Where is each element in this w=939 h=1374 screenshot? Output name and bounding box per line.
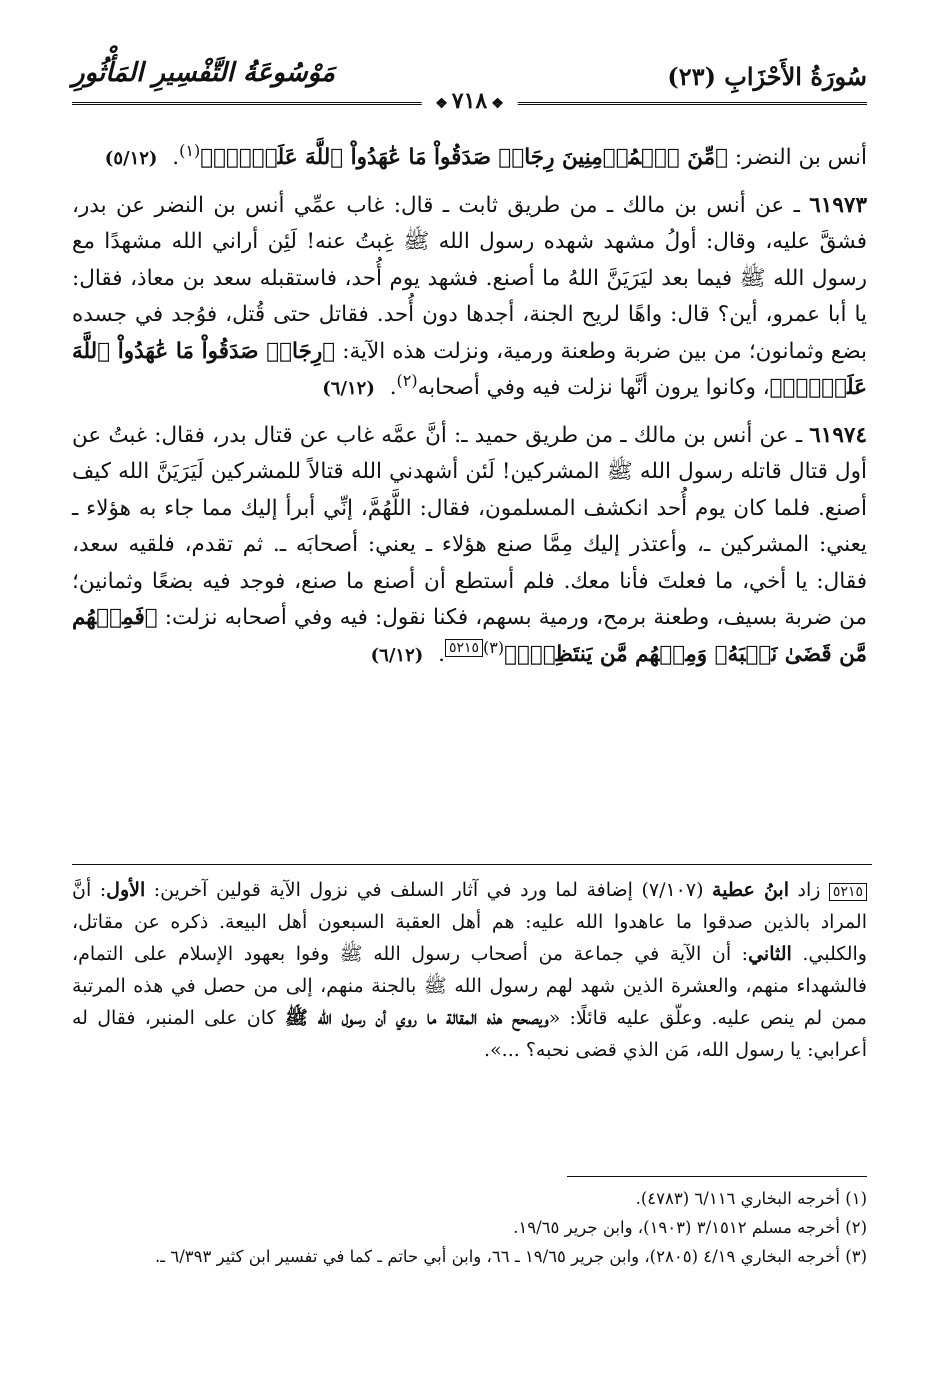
narration-text-2: ، وكانوا يرون أنَّها نزلت فيه وفي أصحابه: [417, 375, 770, 400]
ornament-icon: ❖: [435, 96, 448, 112]
footnote-ref: (٣): [483, 637, 505, 657]
narration-number: ٦١٩٧٣: [809, 192, 867, 218]
surah-title: سُورَةُ الأَحْزَابِ (٢٣): [667, 62, 867, 91]
ayah-quote: ﴿فَمِنۡهُم مَّن قَضَىٰ نَحۡبَهُۥ وَمِنۡهُم مَّن يَنتَظِرُۖ﴾: [72, 605, 867, 667]
bold-quote: ويصحح هذه المقالة ما روي أن رسول الله ﷺ: [284, 1007, 549, 1029]
page-header: [72, 52, 867, 142]
second-opinion-label: الثاني: [748, 943, 792, 965]
page-number-box: [421, 88, 518, 114]
volume-ref: (٦/١٢): [322, 378, 375, 399]
commentary-segment: زاد: [788, 879, 829, 901]
ornament-icon: ❖: [491, 96, 504, 112]
commentary-segment: : أن الآية في جماعة من أصحاب رسول الله ﷺ وفوا بعهود الإسلام على التمام، فالشهداء منهم، والعشرة الذين شهد لهم رسول الله ﷺ بالجنة منهم، إلى من حصل في هذه المرتبة ممن لم ينص عليه. وعلّق عليه قائلًا: «: [72, 943, 867, 1029]
volume-ref: (٦/١٢): [370, 644, 424, 666]
footnotes: [72, 1184, 867, 1271]
footnote-ref: (٢): [396, 370, 418, 390]
commentary-segment: كان على المنبر، فقال له أعرابي: يا رسول الله، مَن الذي قضى نحبه؟ ...».: [72, 1007, 867, 1061]
scholar-name: ابنُ عطية: [712, 879, 789, 901]
volume-ref: (٥/١٢): [104, 148, 158, 169]
narration-61974: ٦١٩٧٤ ـ عن أنس بن مالك ـ من طريق حميد ـ: أنَّ عمَّه غاب عن قتال بدر، فقال: غبتُ عن أول قتال قاتله رسول الله ﷺ المشركين! لَئن أشهدني الله قتالاً للمشركين لَيَرَيَنَّ الله كيف أصنع. فلما كان يوم أُحد انكشف المسلمون، فقال: اللَّهُمَّ، إنِّي أبرأ إليك مما جاء به هؤلاء ـ يعني: المشركين ـ، وأعتذر إليك مِمَّا صنع هؤلاء ـ يعني: أصحابَه ـ. ثم تقدم، فلقيه سعد، فقال: يا أخي، ما فعلتَ فأنا معك. فلم أستطع أن أصنع ما صنع، فوجد فيه بضعًا وثمانين؛ من ضربة بسيف، وطعنة برمح، ورمية بسهم، فكنا نقول: فيه وفي أصحابه نزلت: ﴿فَمِنۡهُم مَّن قَضَىٰ نَحۡبَهُۥ وَمِنۡهُم مَّن يَنتَظِرُۖ﴾$^{(٣)}$٥٢١٥. (٦/١٢): [72, 422, 867, 667]
footnote-2: (٢) أخرجه مسلم ٣/١٥١٢ (١٩٠٣)، وابن جرير ١٩/٦٥.: [513, 1218, 867, 1237]
commentary-segment: : أنَّ المراد بالذين صدقوا ما عاهدوا الله عليه: هم أهل العقبة السبعون أهل البيعة. ذكره عن مقاتل، والكلبي.: [72, 879, 867, 965]
first-opinion-label: الأول: [106, 879, 146, 901]
narration-number: ٦١٩٧٤: [809, 422, 867, 448]
book-title: مَوْسُوعَةُ التَّفْسِيرِ المَأْثُورِ: [72, 58, 335, 88]
commentary-block: [72, 874, 867, 1066]
footnote-1: (١) أخرجه البخاري ٦/١١٦ (٤٧٨٣).: [635, 1189, 867, 1208]
ayah-quote: ﴿مِّنَ ٱلۡمُؤۡمِنِينَ رِجَالٞ صَدَقُواْ مَا عَٰهَدُواْ ٱللَّهَ عَلَيۡهِۖ﴾: [200, 145, 729, 170]
main-text: [72, 140, 867, 684]
intro-text: أنس بن النضر:: [728, 145, 867, 170]
commentary-number-box: ٥٢١٥: [829, 883, 867, 901]
narration-text: ـ عن أنس بن مالك ـ من طريق حميد ـ: أنَّ عمَّه غاب عن قتال بدر، فقال: غبتُ عن أول قتال قاتله رسول الله ﷺ المشركين! لَئن أشهدني الله قتالاً للمشركين لَيَرَيَنَّ الله كيف أصنع. فلما كان يوم أُحد انكشف المسلمون، فقال: اللَّهُمَّ، إنِّي أبرأ إليك مما جاء به هؤلاء ـ يعني: المشركين ـ، وأعتذر إليك مِمَّا صنع هؤلاء ـ يعني: أصحابَه ـ. ثم تقدم، فلقيه سعد، فقال: يا أخي، ما فعلتَ فأنا معك. فلم أستطع أن أصنع ما صنع، فوجد فيه بضعًا وثمانين؛ من ضربة بسيف، وطعنة برمح، ورمية بسهم، فكنا نقول: فيه وفي أصحابه نزلت:: [72, 422, 867, 630]
commentary-text: [72, 874, 867, 1066]
ayah-quote: ﴿رِجَالٞ صَدَقُواْ مَا عَٰهَدُواْ ٱللَّهَ عَلَيۡهِۖ﴾: [72, 338, 867, 400]
commentary-ref-box: ٥٢١٥: [445, 639, 483, 657]
intro-paragraph: أنس بن النضر: ﴿مِّنَ ٱلۡمُؤۡمِنِينَ رِجَالٞ صَدَقُواْ مَا عَٰهَدُواْ ٱللَّهَ عَلَيۡهِۖ﴾$^{(١)}$. (٥/١٢): [104, 140, 867, 170]
page-number: ٧١٨: [451, 88, 488, 114]
narration-61973: ٦١٩٧٣ ـ عن أنس بن مالك ـ من طريق ثابت ـ قال: غاب عمِّي أنس بن النضر عن بدر، فشقَّ عليه، وقال: أولُ مشهد شهده رسول الله ﷺ غِبتُ عنه! لَئِن أراني الله مشهدًا مع رسول الله ﷺ فيما بعد ليَرَيَنَّ اللهُ ما أصنع. فشهد يوم أُحد، فاستقبله سعد بن معاذ، فقال: يا أبا عمرو، أين؟ قال: واهًا لريح الجنة، أجدها دون أُحد. فقاتل حتى قُتل، فوُجد في جسده بضع وثمانون؛ من بين ضربة وطعنة ورمية، ونزلت هذه الآية: ﴿رِجَالٞ صَدَقُواْ مَا عَٰهَدُواْ ٱللَّهَ عَلَيۡهِۖ﴾، وكانوا يرون أنَّها نزلت فيه وفي أصحابه$^{(٢)}$. (٦/١٢): [72, 192, 867, 400]
footnote-separator: [567, 1176, 867, 1177]
commentary-separator: [72, 864, 872, 865]
narration-text: ـ عن أنس بن مالك ـ من طريق ثابت ـ قال: غاب عمِّي أنس بن النضر عن بدر، فشقَّ عليه، وقال: أولُ مشهد شهده رسول الله ﷺ غِبتُ عنه! لَئِن أراني الله مشهدًا مع رسول الله ﷺ فيما بعد ليَرَيَنَّ اللهُ ما أصنع. فشهد يوم أُحد، فاستقبله سعد بن معاذ، فقال: يا أبا عمرو، أين؟ قال: واهًا لريح الجنة، أجدها دون أُحد. فقاتل حتى قُتل، فوُجد في جسده بضع وثمانون؛ من بين ضربة وطعنة ورمية، ونزلت هذه الآية:: [72, 192, 867, 364]
footnote-ref: (١): [179, 140, 201, 160]
commentary-segment: (٧/١٠٧) إضافة لما ورد في آثار السلف في نزول الآية قولين آخرين:: [145, 879, 713, 901]
footnote-3: (٣) أخرجه البخاري ٤/١٩ (٢٨٠٥)، وابن جرير ١٩/٦٥ ـ ٦٦، وابن أبي حاتم ـ كما في تفسير ابن كثير ٦/٣٩٣ ـ.: [155, 1247, 867, 1266]
